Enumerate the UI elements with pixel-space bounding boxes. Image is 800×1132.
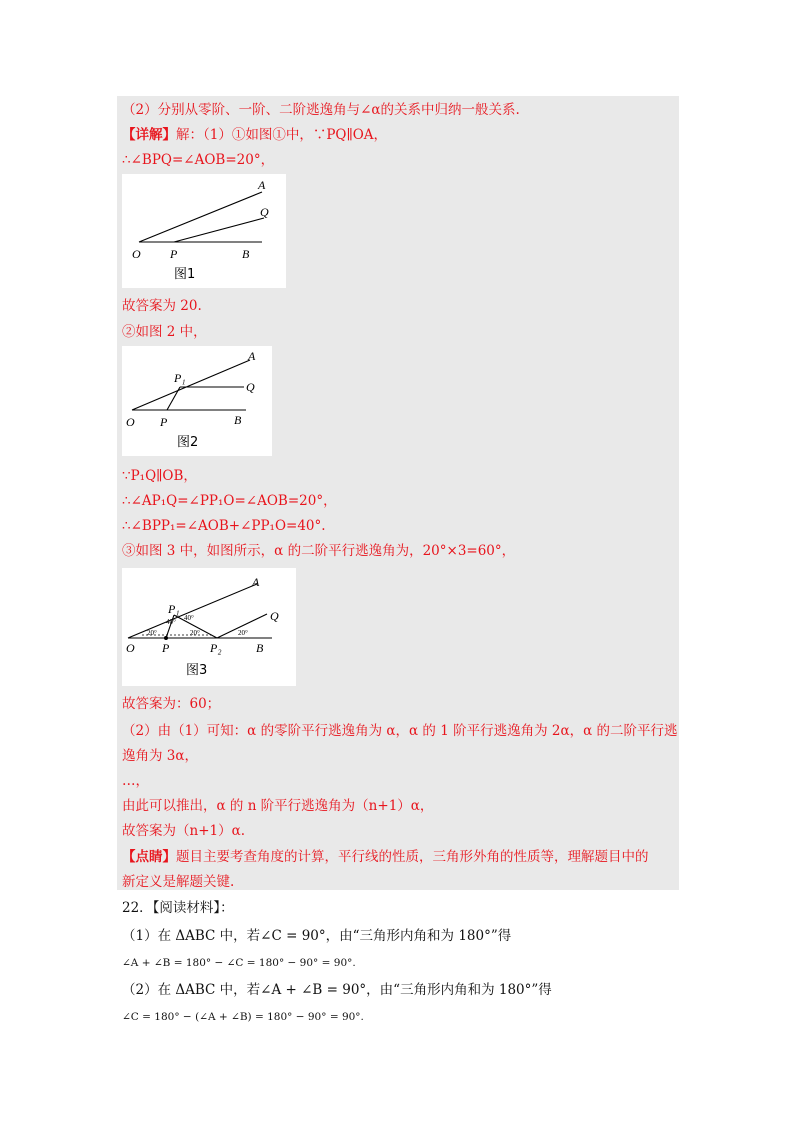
label-a: A bbox=[258, 178, 266, 192]
figure-2-caption: 图2 bbox=[177, 435, 199, 450]
answer-line-6: ∵P₁Q∥OB， bbox=[122, 468, 197, 484]
comment-tag: 【点睛】 bbox=[122, 849, 176, 865]
label-p: P bbox=[160, 415, 168, 429]
label-p1: P₁ bbox=[174, 371, 186, 385]
answer-line-14: 由此可以推出，α 的 n 阶平行逃逸角为（n+1）α， bbox=[122, 798, 434, 814]
label-p1: P₁ bbox=[168, 602, 180, 616]
answer-line-9: ③如图 3 中，如图所示，α 的二阶平行逃逸角为，20°×3=60°， bbox=[122, 543, 516, 559]
comment-text: 题目主要考查角度的计算，平行线的性质，三角形外角的性质等，理解题目中的 bbox=[176, 849, 649, 865]
label-o: O bbox=[132, 247, 141, 261]
angle-label-5: 20° bbox=[238, 629, 248, 637]
question-22-part-1-formula: ∠A + ∠B = 180° − ∠C = 180° − 90° = 90°. bbox=[122, 957, 356, 969]
label-b: B bbox=[234, 413, 242, 427]
question-22-part-2: （2）在 ΔABC 中，若∠A + ∠B = 90°，由“三角形内角和为 180°”得 bbox=[122, 982, 552, 998]
angle-label-4: 20° bbox=[190, 629, 200, 637]
answer-line-13: …， bbox=[122, 773, 149, 789]
answer-line-11: （2）由（1）可知：α 的零阶平行逃逸角为 α，α 的 1 阶平行逃逸角为 2α，α 的二阶平行逃 bbox=[122, 723, 678, 739]
answer-line-15: 故答案为（n+1）α. bbox=[122, 823, 246, 839]
answer-line-8: ∴∠BPP₁=∠AOB+∠PP₁O=40°. bbox=[122, 518, 326, 534]
answer-line-2 bbox=[122, 125, 387, 145]
answer-line-10: 故答案为：60； bbox=[122, 696, 221, 712]
answer-line-12: 逸角为 3α， bbox=[122, 748, 198, 764]
label-b: B bbox=[256, 641, 264, 655]
label-q: Q bbox=[270, 609, 279, 623]
ray-pq bbox=[174, 218, 264, 242]
answer-line-17: 新定义是解题关键. bbox=[122, 874, 235, 890]
label-b: B bbox=[242, 247, 250, 261]
label-q: Q bbox=[246, 380, 255, 394]
figure-3-caption: 图3 bbox=[186, 663, 208, 678]
question-22-part-2-formula: ∠C = 180° − (∠A + ∠B) = 180° − 90° = 90°. bbox=[122, 1011, 364, 1023]
label-p: P bbox=[170, 247, 178, 261]
figure-3 bbox=[122, 568, 296, 686]
detail-tag: 【详解】 bbox=[122, 127, 176, 143]
label-p2: P₂ bbox=[210, 641, 222, 655]
angle-label-2: 20° bbox=[147, 629, 157, 637]
label-q: Q bbox=[260, 205, 269, 219]
answer-line-16 bbox=[122, 847, 649, 867]
label-p: P bbox=[162, 641, 170, 655]
point-p bbox=[164, 636, 168, 640]
answer-line-7: ∴∠AP₁Q=∠PP₁O=∠AOB=20°， bbox=[122, 493, 337, 509]
question-22-title: 22．【阅读材料】： bbox=[122, 900, 234, 916]
answer-line-1: （2）分别从零阶、一阶、二阶逃逸角与∠α的关系中归纳一般关系. bbox=[122, 102, 520, 118]
answer-line-5: ②如图 2 中， bbox=[122, 324, 207, 340]
detail-text: 解：（1）①如图①中，∵PQ∥OA， bbox=[176, 127, 388, 143]
label-o: O bbox=[126, 641, 135, 655]
figure-1-caption: 图1 bbox=[174, 267, 196, 282]
figure-2 bbox=[122, 346, 272, 456]
ray-oa bbox=[132, 360, 250, 410]
label-a: A bbox=[248, 349, 256, 363]
answer-line-4: 故答案为 20. bbox=[122, 298, 202, 314]
angle-label-3: 40° bbox=[184, 614, 194, 622]
figure-1 bbox=[122, 174, 286, 288]
label-a: A bbox=[252, 575, 260, 589]
angle-label-1: 40° bbox=[166, 618, 176, 626]
answer-line-3: ∴∠BPQ=∠AOB=20°， bbox=[122, 152, 275, 168]
question-22-part-1: （1）在 ΔABC 中，若∠C = 90°，由“三角形内角和为 180°”得 bbox=[122, 928, 512, 944]
label-o: O bbox=[126, 415, 135, 429]
segment-pp1 bbox=[167, 387, 180, 410]
